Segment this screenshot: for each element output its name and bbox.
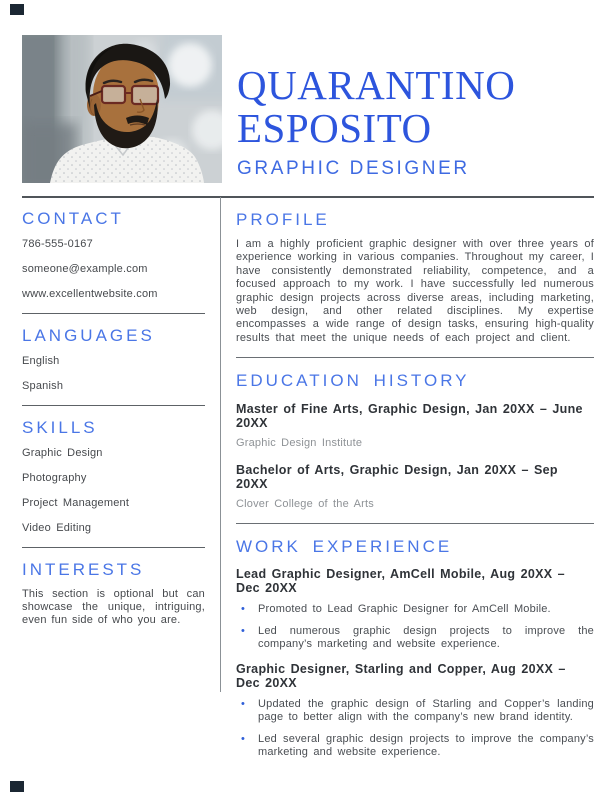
profile-photo-illustration xyxy=(22,35,222,183)
main-content xyxy=(236,197,594,760)
bullet-icon: • xyxy=(241,732,245,745)
skill-item: Video Editing xyxy=(22,522,92,534)
email-address: someone@example.com xyxy=(22,263,148,275)
header xyxy=(237,64,605,179)
corner-mark-top-left xyxy=(10,4,24,15)
languages-heading: LANGUAGES xyxy=(22,326,155,345)
education-heading: EDUCATION HISTORY xyxy=(236,371,470,391)
education-entry-title: Bachelor of Arts, Graphic Design, Jan 20XX – Sep 20XX xyxy=(236,463,558,492)
language-item: Spanish xyxy=(22,380,64,392)
phone-number: 786-555-0167 xyxy=(22,238,93,250)
interests-paragraph: This section is optional but can showcase the unique, intriguing, even fun side of who you are. xyxy=(22,588,205,626)
name-first: QUARANTINO xyxy=(237,62,516,108)
education-entry-school: Clover College of the Arts xyxy=(236,498,374,511)
skill-item: Project Management xyxy=(22,497,130,509)
profile-photo xyxy=(22,35,222,183)
sidebar-divider xyxy=(22,405,205,406)
profile-heading: PROFILE xyxy=(236,210,330,229)
experience-entry-title: Lead Graphic Designer, AmCell Mobile, Aug 20XX – Dec 20XX xyxy=(236,567,565,596)
section-divider xyxy=(236,357,594,358)
bullet-text: Updated the graphic design of Starling and Copper’s landing page to better align with the company’s new brand identity. xyxy=(258,697,594,724)
section-divider xyxy=(236,523,594,524)
experience-heading: WORK EXPERIENCE xyxy=(236,537,453,557)
corner-mark-bottom-left xyxy=(10,781,24,792)
name-last: ESPOSITO xyxy=(237,105,432,151)
website-url: www.excellentwebsite.com xyxy=(22,288,158,300)
skill-item: Graphic Design xyxy=(22,447,103,459)
experience-entry-title: Graphic Designer, Starling and Copper, Aug 20XX – Dec 20XX xyxy=(236,661,566,690)
column-divider xyxy=(220,197,221,692)
contact-heading: CONTACT xyxy=(22,209,124,228)
skills-heading: SKILLS xyxy=(22,418,98,437)
profile-paragraph: I am a highly proficient graphic designer with over three years of experience working in various companies. Throughout my career, I have consistently demonstrated reliability, competence, and a focused approach to my work. I have successfully led numerous graphic design projects across diverse areas, including marketing, web design, and other related disciplines. My expertise encompasses a wide range of design tasks, ensuring high-quality results that meet the unique needs of each project and client. xyxy=(236,238,594,344)
interests-heading: INTERESTS xyxy=(22,560,145,579)
language-item: English xyxy=(22,355,60,367)
skill-item: Photography xyxy=(22,472,87,484)
experience-bullet xyxy=(236,733,594,760)
education-entry-school: Graphic Design Institute xyxy=(236,437,363,450)
bullet-text: Led numerous graphic design projects to improve the company’s marketing and website experience. xyxy=(258,624,594,651)
job-title: GRAPHIC DESIGNER xyxy=(237,158,470,179)
bullet-text: Promoted to Lead Graphic Designer for AmCell Mobile. xyxy=(258,603,551,616)
experience-bullet xyxy=(236,698,594,725)
experience-bullet xyxy=(236,603,594,617)
education-entry-title: Master of Fine Arts, Graphic Design, Jan 20XX – June 20XX xyxy=(236,402,583,431)
sidebar-divider xyxy=(22,313,205,314)
bullet-icon: • xyxy=(241,624,245,637)
sidebar-divider xyxy=(22,547,205,548)
sidebar xyxy=(22,197,205,627)
bullet-icon: • xyxy=(241,603,245,616)
bullet-icon: • xyxy=(241,697,245,710)
bullet-text: Led several graphic design projects to improve the company’s marketing and website experience. xyxy=(258,732,594,759)
experience-bullet xyxy=(236,625,594,652)
